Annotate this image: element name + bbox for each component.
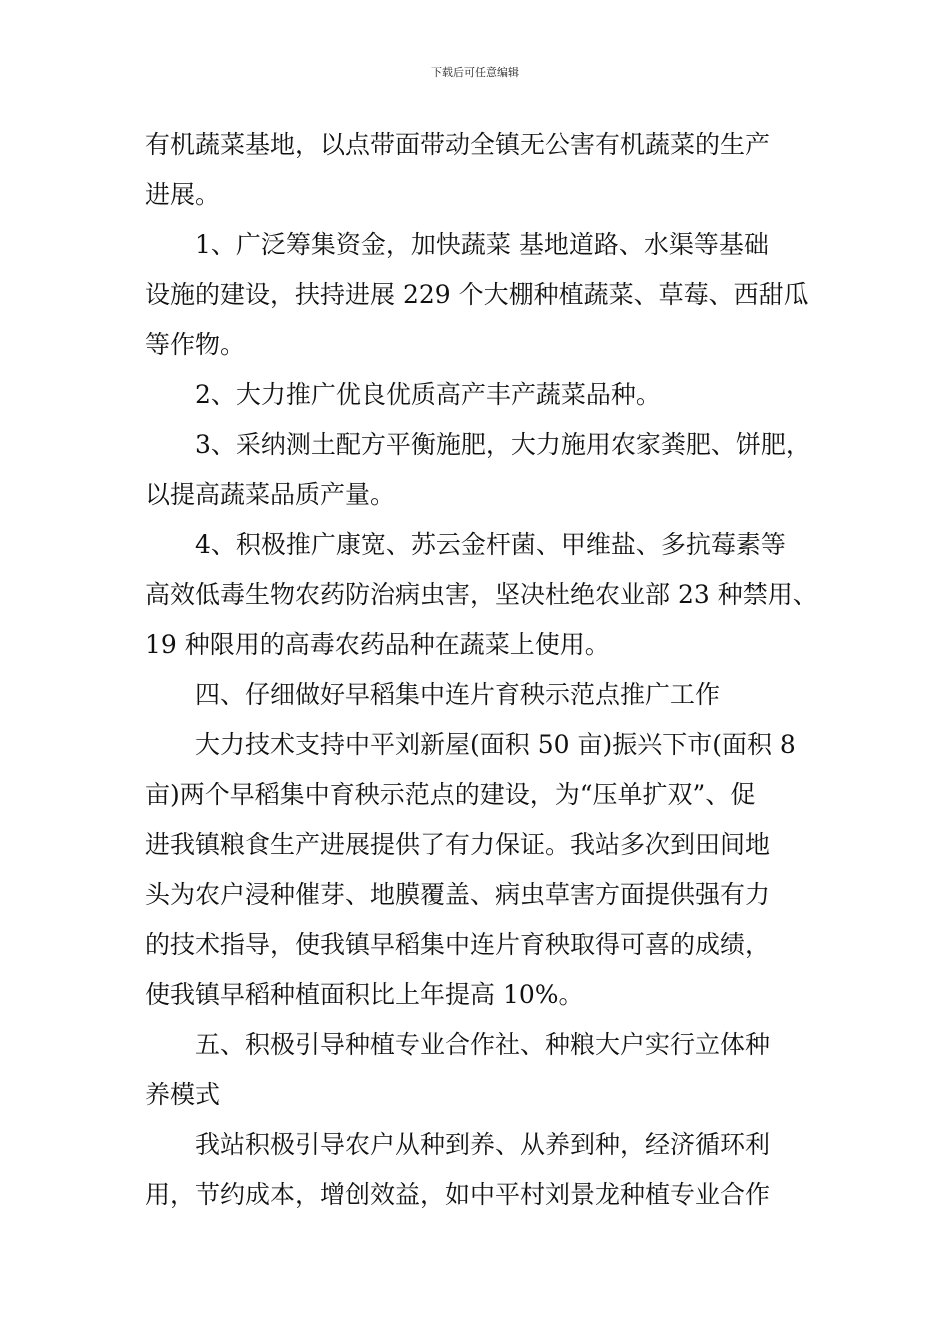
- paragraph: [145, 370, 813, 420]
- paragraph: [145, 720, 813, 1020]
- paragraph: [145, 420, 813, 520]
- text-line: 头为农户浸种催芽、地膜覆盖、病虫草害方面提供强有力: [145, 880, 771, 909]
- text-line: 19 种限用的高毒农药品种在蔬菜上使用。: [145, 630, 610, 659]
- text-line: 2、大力推广优良优质高产丰产蔬菜品种。: [195, 380, 661, 409]
- text-line: 使我镇早稻种植面积比上年提高 10%。: [145, 980, 584, 1009]
- text-line: 四、仔细做好早稻集中连片育秧示范点推广工作: [195, 680, 721, 709]
- text-line: 进展。: [145, 180, 221, 209]
- paragraph: [145, 220, 813, 370]
- text-line: 用，节约成本，增创效益，如中平村刘景龙种植专业合作: [145, 1180, 771, 1209]
- text-line: 亩)两个早稻集中育秧示范点的建设，为“压单扩双”、促: [145, 780, 756, 809]
- paragraph: [145, 120, 813, 220]
- page-header: 下载后可任意编辑: [431, 66, 519, 79]
- text-line: 3、采纳测土配方平衡施肥，大力施用农家粪肥、饼肥，: [195, 430, 811, 459]
- paragraph: [145, 1120, 813, 1220]
- text-line: 大力技术支持中平刘新屋(面积 50 亩)振兴下市(面积 8: [195, 730, 796, 759]
- text-line: 进我镇粮食生产进展提供了有力保证。我站多次到田间地: [145, 830, 771, 859]
- paragraph: [145, 1020, 813, 1120]
- text-line: 养模式: [145, 1080, 221, 1109]
- document-body: [145, 120, 818, 1220]
- text-line: 设施的建设，扶持进展 229 个大棚种植蔬菜、草莓、西甜瓜: [145, 280, 809, 309]
- text-line: 有机蔬菜基地，以点带面带动全镇无公害有机蔬菜的生产: [145, 130, 771, 159]
- text-line: 以提高蔬菜品质产量。: [145, 480, 396, 509]
- paragraph: [145, 670, 813, 720]
- text-line: 高效低毒生物农药防治病虫害，坚决杜绝农业部 23 种禁用、: [145, 580, 818, 609]
- text-line: 1、广泛筹集资金，加快蔬菜 基地道路、水渠等基础: [195, 230, 769, 259]
- text-line: 等作物。: [145, 330, 246, 359]
- text-line: 我站积极引导农户从种到养、从养到种，经济循环利: [195, 1130, 771, 1159]
- text-line: 五、积极引导种植专业合作社、种粮大户实行立体种: [195, 1030, 771, 1059]
- text-line: 的技术指导，使我镇早稻集中连片育秧取得可喜的成绩，: [145, 930, 771, 959]
- paragraph: [145, 520, 818, 670]
- text-line: 4、积极推广康宽、苏云金杆菌、甲维盐、多抗莓素等: [195, 530, 786, 559]
